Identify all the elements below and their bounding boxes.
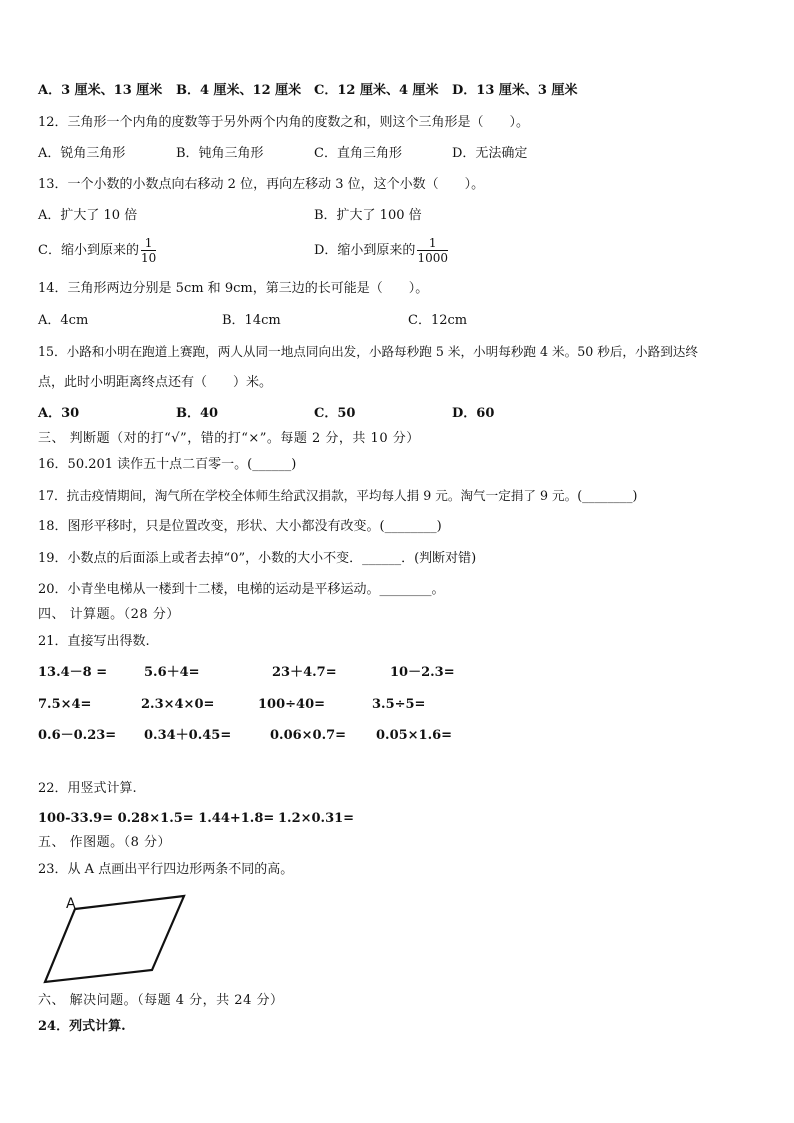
q21-r1-c4: 10－2.3=	[390, 665, 455, 680]
q15-stem-line1: 15．小路和小明在跑道上赛跑，两人从同一地点同向出发，小路每秒跑 5 米，小明每秒跑 4 米。50 秒后，小路到达终	[38, 344, 698, 359]
section-4-heading: 四、 计算题。（28 分）	[38, 607, 180, 622]
q21-r1-c2: 5.6＋4=	[144, 665, 200, 680]
q11-option-d: D．13 厘米、3 厘米	[452, 83, 578, 98]
q13-option-c-text: C．缩小到原来的	[38, 243, 139, 258]
q22-expression-extra: 1.2×0.31=	[278, 811, 355, 826]
section-5-heading: 五、 作图题。（8 分）	[38, 835, 172, 850]
q14-stem: 14．三角形两边分别是 5cm 和 9cm，第三边的长可能是（ ）。	[38, 281, 429, 296]
q12-stem: 12．三角形一个内角的度数等于另外两个内角的度数之和，则这个三角形是（ ）。	[38, 115, 530, 130]
q11-option-b: B．4 厘米、12 厘米	[176, 83, 302, 98]
fraction-denominator: 1000	[417, 251, 448, 265]
q12-option-a: A．锐角三角形	[38, 146, 126, 161]
vertex-label-a: A	[66, 896, 76, 912]
q14-option-b: B．14cm	[222, 313, 281, 328]
q15-stem-line2: 点，此时小明距离终点还有（ ）米。	[38, 375, 273, 390]
fraction-one-thousandth	[417, 236, 448, 265]
q21-r2-c2: 2.3×4×0=	[141, 697, 215, 712]
q21-r2-c1: 7.5×4=	[38, 697, 92, 712]
parallelogram-figure	[34, 890, 194, 990]
q13-option-d-text: D．缩小到原来的	[314, 243, 416, 258]
q13-option-c	[38, 236, 156, 266]
q14-option-c: C．12cm	[408, 313, 468, 328]
section-3-heading: 三、 判断题（对的打“√”，错的打“×”。每题 2 分，共 10 分）	[38, 431, 420, 446]
q21-r3-c1: 0.6－0.23=	[38, 728, 117, 743]
fraction-numerator: 1	[141, 236, 156, 251]
q21-stem: 21．直接写出得数.	[38, 634, 150, 649]
q16: 16．50.201 读作五十点二百零一。(______)	[38, 457, 297, 472]
q21-r3-c2: 0.34＋0.45=	[144, 728, 232, 743]
q11-option-a: A．3 厘米、13 厘米	[38, 83, 163, 98]
q15-option-c: C．50	[314, 406, 356, 421]
q17: 17．抗击疫情期间，淘气所在学校全体师生给武汉捐款，平均每人捐 9 元。淘气一定捐了 9 元。(________)	[38, 488, 638, 503]
q21-r2-c4: 3.5÷5=	[372, 697, 426, 712]
q15-option-d: D．60	[452, 406, 495, 421]
q14-option-a: A．4cm	[38, 313, 89, 328]
q12-option-d: D．无法确定	[452, 146, 528, 161]
q22-expressions: 100-33.9= 0.28×1.5= 1.44+1.8=	[38, 811, 275, 826]
section-6-heading: 六、 解决问题。（每题 4 分，共 24 分）	[38, 993, 284, 1008]
q13-stem: 13．一个小数的小数点向右移动 2 位，再向左移动 3 位，这个小数（ ）。	[38, 177, 485, 192]
q12-option-b: B．钝角三角形	[176, 146, 264, 161]
q18: 18．图形平移时，只是位置改变，形状、大小都没有改变。(________)	[38, 519, 442, 534]
q24-stem: 24．列式计算.	[38, 1019, 126, 1034]
fraction-denominator: 10	[140, 251, 157, 265]
q22-stem: 22．用竖式计算.	[38, 781, 137, 796]
q23-stem: 23．从 A 点画出平行四边形两条不同的高。	[38, 862, 294, 877]
q13-option-a: A．扩大了 10 倍	[38, 208, 138, 223]
q21-r1-c1: 13.4－8 =	[38, 665, 108, 680]
q15-option-a: A．30	[38, 406, 80, 421]
q11-option-c: C．12 厘米、4 厘米	[314, 83, 439, 98]
fraction-one-tenth	[141, 236, 156, 265]
q20: 20．小青坐电梯从一楼到十二楼，电梯的运动是平移运动。________。	[38, 582, 445, 597]
q21-r3-c4: 0.05×1.6=	[376, 728, 453, 743]
q21-r2-c3: 100÷40=	[258, 697, 326, 712]
q13-option-b: B．扩大了 100 倍	[314, 208, 422, 223]
q21-r1-c3: 23＋4.7=	[272, 665, 337, 680]
fraction-numerator: 1	[417, 236, 448, 251]
q12-option-c: C．直角三角形	[314, 146, 402, 161]
q21-r3-c3: 0.06×0.7=	[270, 728, 347, 743]
q13-option-d	[314, 236, 448, 266]
q15-option-b: B．40	[176, 406, 219, 421]
q19: 19．小数点的后面添上或者去掉“0”，小数的大小不变．______．(判断对错)	[38, 551, 477, 566]
